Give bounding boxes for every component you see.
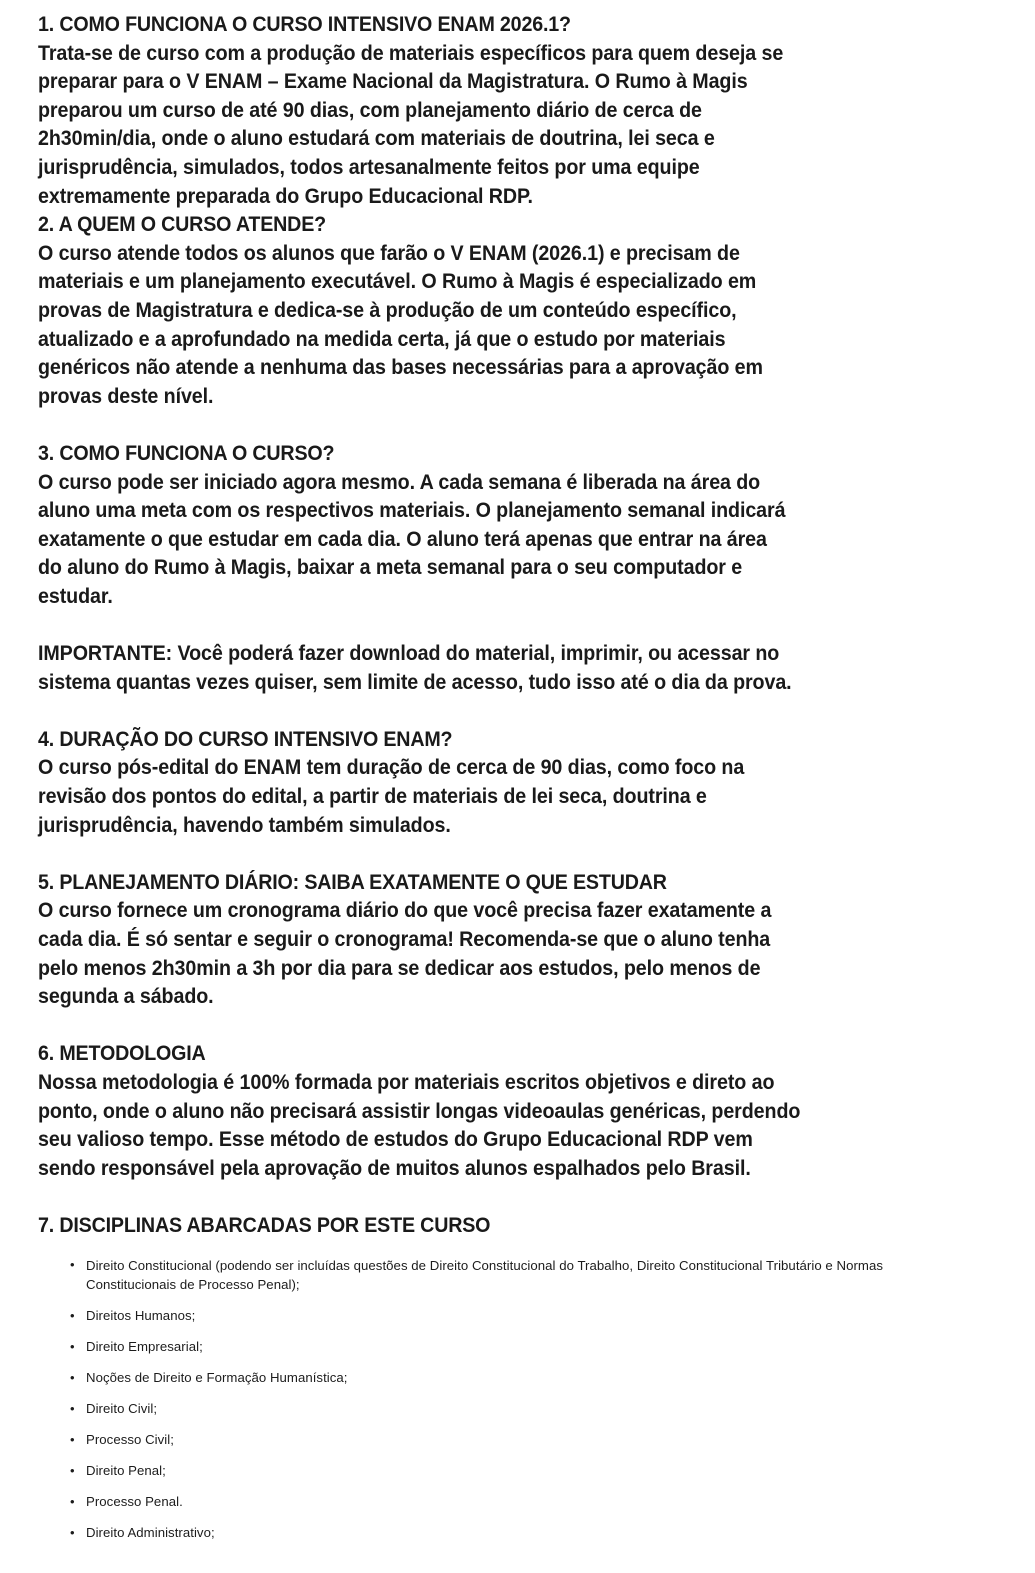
section-2 <box>38 210 995 410</box>
section-6-line-2: ponto, onde o aluno não precisará assistir longas videoaulas genéricas, perdendo <box>38 1098 801 1123</box>
section-5-line-3: pelo menos 2h30min a 3h por dia para se dedicar aos estudos, pelo menos de <box>38 955 761 980</box>
section-2-line-1: O curso atende todos os alunos que farão o V ENAM (2026.1) e precisam de <box>38 240 740 265</box>
section-5 <box>38 868 995 1011</box>
section-2-line-6: provas deste nível. <box>38 383 214 408</box>
paragraph-spacer <box>38 839 995 868</box>
list-item: • Direitos Humanos; <box>64 1306 886 1326</box>
section-2-line-5: genéricos não atende a nenhuma das bases necessárias para a aprovação em <box>38 355 763 380</box>
list-item: • Processo Civil; <box>64 1430 886 1450</box>
list-item: • Direito Penal; <box>64 1461 886 1481</box>
list-item: • Direito Administrativo; <box>64 1523 886 1543</box>
section-1-line-2: preparar para o V ENAM – Exame Nacional da Magistratura. O Rumo à Magis <box>38 69 748 94</box>
section-1-line-6: extremamente preparada do Grupo Educacional RDP. <box>38 183 533 208</box>
list-item: • Direito Civil; <box>64 1399 886 1419</box>
section-6-heading: 6. METODOLOGIA <box>38 1041 206 1066</box>
section-2-heading: 2. A QUEM O CURSO ATENDE? <box>38 212 326 237</box>
section-4 <box>38 725 995 839</box>
section-6-line-3: seu valioso tempo. Esse método de estudos do Grupo Educacional RDP vem <box>38 1127 753 1152</box>
section-6 <box>38 1039 995 1182</box>
disciplines-list <box>38 1256 995 1543</box>
paragraph-spacer <box>38 1182 995 1211</box>
list-item: • Direito Constitucional (podendo ser incluídas questões de Direito Constitucional do Trabalho, Direito Constitucional Tributário e Normas Constitucionais de Processo Penal); <box>64 1256 886 1295</box>
section-5-heading: 5. PLANEJAMENTO DIÁRIO: SAIBA EXATAMENTE O QUE ESTUDAR <box>38 869 667 894</box>
section-6-line-1: Nossa metodologia é 100% formada por materiais escritos objetivos e direto ao <box>38 1069 775 1094</box>
section-4-heading: 4. DURAÇÃO DO CURSO INTENSIVO ENAM? <box>38 726 453 751</box>
section-1-line-3: preparou um curso de até 90 dias, com planejamento diário de cerca de <box>38 97 702 122</box>
section-3-line-5: estudar. <box>38 583 113 608</box>
section-3-line-2: aluno uma meta com os respectivos materiais. O planejamento semanal indicará <box>38 498 786 523</box>
list-item: • Direito Empresarial; <box>64 1337 886 1357</box>
section-3-line-1: O curso pode ser iniciado agora mesmo. A cada semana é liberada na área do <box>38 469 761 494</box>
list-item: • Noções de Direito e Formação Humanística; <box>64 1368 886 1388</box>
section-4-line-2: revisão dos pontos do edital, a partir de materiais de lei seca, doutrina e <box>38 784 707 809</box>
importante-note <box>38 639 995 696</box>
section-5-line-4: segunda a sábado. <box>38 984 214 1009</box>
section-2-line-3: provas de Magistratura e dedica-se à produção de um conteúdo específico, <box>38 297 737 322</box>
section-2-line-4: atualizado e a aprofundado na medida certa, já que o estudo por materiais <box>38 326 726 351</box>
paragraph-spacer <box>38 610 995 639</box>
section-7-heading: 7. DISCIPLINAS ABARCADAS POR ESTE CURSO <box>38 1212 491 1237</box>
section-5-line-1: O curso fornece um cronograma diário do que você precisa fazer exatamente a <box>38 898 772 923</box>
importante-line-1: IMPORTANTE: Você poderá fazer download do material, imprimir, ou acessar no <box>38 641 780 666</box>
section-4-line-1: O curso pós-edital do ENAM tem duração de cerca de 90 dias, como foco na <box>38 755 745 780</box>
section-5-line-2: cada dia. É só sentar e seguir o cronograma! Recomenda-se que o aluno tenha <box>38 927 771 951</box>
section-2-line-2: materiais e um planejamento executável. O Rumo à Magis é especializado em <box>38 269 757 294</box>
section-3-line-3: exatamente o que estudar em cada dia. O aluno terá apenas que entrar na área <box>38 526 767 551</box>
section-3-line-4: do aluno do Rumo à Magis, baixar a meta semanal para o seu computador e <box>38 555 743 580</box>
section-3-heading: 3. COMO FUNCIONA O CURSO? <box>38 440 335 465</box>
importante-line-2: sistema quantas vezes quiser, sem limite de acesso, tudo isso até o dia da prova. <box>38 669 792 694</box>
section-6-line-4: sendo responsável pela aprovação de muitos alunos espalhados pelo Brasil. <box>38 1155 751 1180</box>
section-1-line-5: jurisprudência, simulados, todos artesanalmente feitos por uma equipe <box>38 154 700 179</box>
section-7 <box>38 1211 995 1240</box>
section-4-line-3: jurisprudência, havendo também simulados. <box>38 812 451 837</box>
paragraph-spacer <box>38 696 995 725</box>
section-1 <box>38 10 995 210</box>
section-1-line-1: Trata-se de curso com a produção de materiais específicos para quem deseja se <box>38 40 784 65</box>
list-item: • Processo Penal. <box>64 1492 886 1512</box>
paragraph-spacer <box>38 410 995 439</box>
section-3 <box>38 439 995 611</box>
section-1-line-4: 2h30min/dia, onde o aluno estudará com materiais de doutrina, lei seca e <box>38 126 715 151</box>
paragraph-spacer <box>38 1011 995 1040</box>
section-1-heading: 1. COMO FUNCIONA O CURSO INTENSIVO ENAM 2026.1? <box>38 12 571 36</box>
